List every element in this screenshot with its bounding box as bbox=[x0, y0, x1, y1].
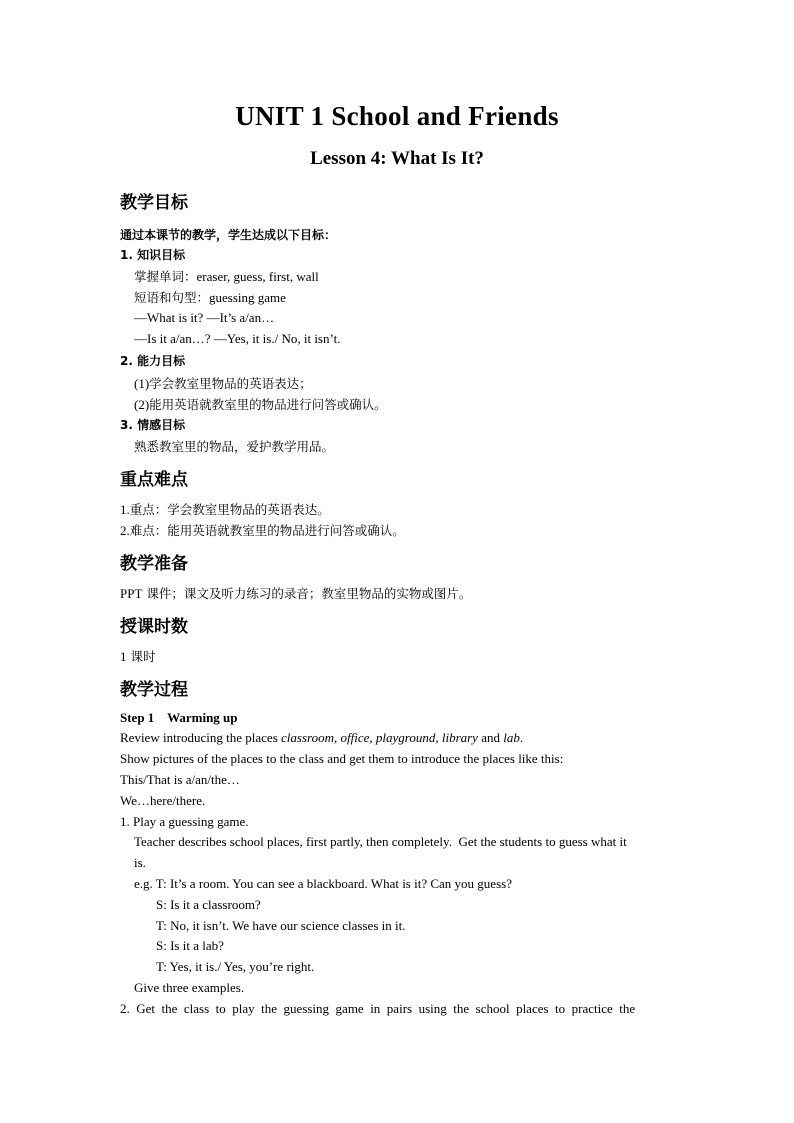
phrase-line bbox=[134, 288, 286, 306]
review-line bbox=[120, 730, 523, 746]
ability-num-2: (2) bbox=[134, 397, 150, 412]
place-playground: playground, bbox=[375, 730, 439, 745]
section-heading-objectives: 教学目标 bbox=[120, 193, 188, 213]
phrase-label: 短语和句型： bbox=[134, 290, 210, 305]
objectives-intro: 通过本课节的教学，学生达成以下目标： bbox=[120, 228, 337, 242]
vocab-words: eraser, guess, first, wall bbox=[196, 269, 319, 284]
example-line: e.g. T: It’s a room. You can see a blackboard. What is it? Can you guess? bbox=[134, 876, 512, 891]
place-office: office, bbox=[340, 730, 373, 745]
dialogue-line-1: S: Is it a classroom? bbox=[156, 897, 261, 912]
key-text-2: 难点：能用英语就教室里的物品进行问答或确认。 bbox=[129, 523, 405, 538]
preparation-line bbox=[120, 584, 471, 602]
unit-title: UNIT 1 School and Friends bbox=[235, 101, 559, 131]
ability-line-2 bbox=[134, 395, 387, 413]
section-heading-preparation: 教学准备 bbox=[120, 554, 188, 574]
item-1: 1. Play a guessing game. bbox=[120, 814, 249, 829]
ability-text-1: 学会教室里物品的英语表达； bbox=[149, 376, 312, 391]
prep-ppt: PPT bbox=[120, 586, 143, 601]
lesson-title: Lesson 4: What Is It? bbox=[310, 148, 484, 169]
hours-text: 课时 bbox=[126, 649, 156, 664]
place-lab: lab bbox=[503, 730, 520, 745]
emotion-text: 熟悉教室里的物品，爱护教学用品。 bbox=[134, 439, 335, 454]
pattern-line-1: —What is it? —It’s a/an… bbox=[134, 310, 275, 325]
show-pictures-line: Show pictures of the places to the class and get them to introduce the places like this: bbox=[120, 751, 564, 766]
dialogue-line-4: T: Yes, it is./ Yes, you’re right. bbox=[156, 959, 315, 974]
ability-line-1 bbox=[134, 374, 312, 392]
section-heading-process: 教学过程 bbox=[120, 680, 188, 700]
teacher-describes-line-1: Teacher describes school places, first partly, then completely. Get the students to guess what it bbox=[134, 834, 627, 849]
step-1-heading: Step 1 Warming up bbox=[120, 710, 238, 725]
give-examples-line: Give three examples. bbox=[134, 980, 245, 995]
key-point-line-1 bbox=[120, 500, 330, 518]
place-library: library bbox=[441, 730, 478, 745]
review-end: . bbox=[519, 730, 524, 745]
we-here-line: We…here/there. bbox=[120, 793, 206, 808]
teacher-describes-line-2: is. bbox=[134, 855, 146, 870]
key-num-1: 1. bbox=[120, 502, 130, 517]
section-heading-key-points: 重点难点 bbox=[120, 470, 188, 490]
hours-num: 1 bbox=[120, 649, 127, 664]
key-text-1: 重点：学会教室里物品的英语表达。 bbox=[129, 502, 330, 517]
ability-text-2: 能用英语就教室里的物品进行问答或确认。 bbox=[149, 397, 387, 412]
section-heading-hours: 授课时数 bbox=[120, 617, 188, 637]
review-and: and bbox=[477, 730, 504, 745]
this-that-line: This/That is a/an/the… bbox=[120, 772, 240, 787]
knowledge-objective-title: 1. 知识目标 bbox=[120, 248, 186, 262]
pattern-line-2: —Is it a/an…? —Yes, it is./ No, it isn’t. bbox=[134, 331, 341, 346]
phrase-words: guessing game bbox=[209, 290, 286, 305]
ability-objective-title: 2. 能力目标 bbox=[120, 354, 186, 368]
place-classroom: classroom, bbox=[281, 730, 338, 745]
prep-text: 课件；课文及听力练习的录音；教室里物品的实物或图片。 bbox=[142, 586, 472, 601]
emotion-objective-title: 3. 情感目标 bbox=[120, 418, 186, 432]
review-prefix: Review introducing the places bbox=[120, 730, 282, 745]
item-2: 2. Get the class to play the guessing game in pairs using the school places to practice the bbox=[120, 1001, 636, 1016]
key-num-2: 2. bbox=[120, 523, 130, 538]
hours-line bbox=[120, 647, 155, 665]
dialogue-line-3: S: Is it a lab? bbox=[156, 938, 224, 953]
key-point-line-2 bbox=[120, 521, 405, 539]
vocab-label: 掌握单词： bbox=[134, 269, 197, 284]
dialogue-line-2: T: No, it isn’t. We have our science classes in it. bbox=[156, 918, 406, 933]
ability-num-1: (1) bbox=[134, 376, 150, 391]
vocab-line bbox=[134, 267, 319, 285]
